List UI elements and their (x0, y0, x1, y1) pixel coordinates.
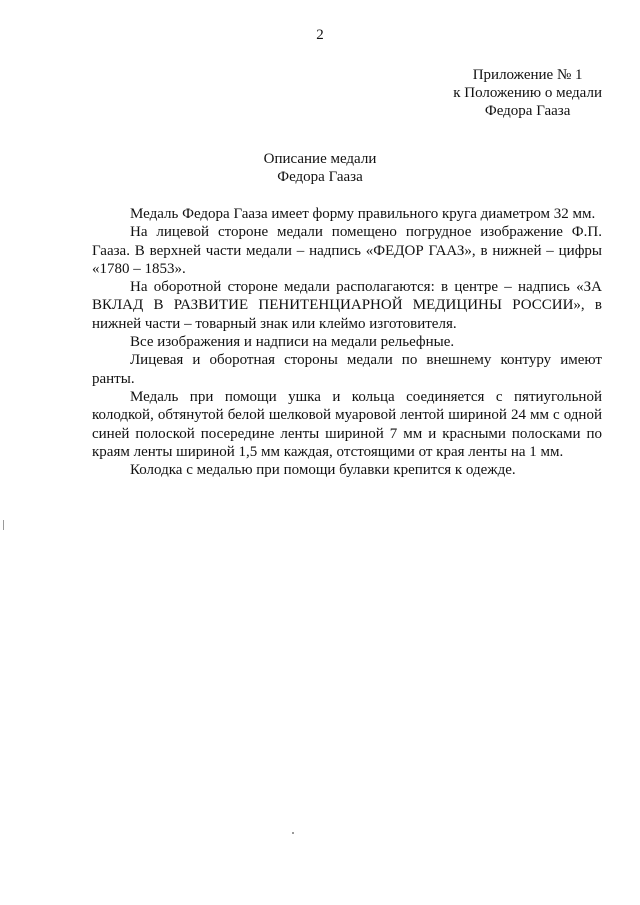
page-number: 2 (316, 27, 324, 43)
paragraph-relief: Все изображения и надписи на медали рельефные. (130, 334, 455, 351)
paragraph-rims: Лицевая и оборотная стороны медали по внешнему контуру имеют ранты. (92, 352, 602, 387)
title-line-1: Описание медали (263, 151, 377, 167)
appendix-reference (453, 66, 602, 120)
appendix-line-3: Федора Гааза (484, 103, 571, 119)
scan-artifact-left-edge (3, 520, 4, 530)
document-body (92, 205, 602, 479)
document-title (0, 150, 640, 186)
paragraph-obverse: На лицевой стороне медали помещено погрудное изображение Ф.П. Гааза. В верхней части медали – надпись «ФЕДОР ГААЗ», в нижней – цифры «1780 – 1853». (92, 224, 602, 277)
paragraph-reverse: На оборотной стороне медали располагаются: в центре – надпись «ЗА ВКЛАД В РАЗВИТИЕ ПЕНИТЕНЦИАРНОЙ МЕДИЦИНЫ РОССИИ», в нижней части – товарный знак или клеймо изготовителя. (92, 279, 602, 332)
paragraph-ribbon: Медаль при помощи ушка и кольца соединяется с пятиугольной колодкой, обтянутой белой шелковой муаровой лентой шириной 24 мм с одной синей полоской посередине ленты шириной 7 мм и красными полосками по краям ленты шириной 1,5 мм каждая, отстоящими от края ленты на 1 мм. (92, 388, 602, 460)
appendix-line-1: Приложение № 1 (472, 67, 583, 83)
paragraph-attachment: Колодка с медалью при помощи булавки крепится к одежде. (130, 462, 516, 479)
title-line-2: Федора Гааза (277, 169, 363, 185)
paragraph-shape: Медаль Федора Гааза имеет форму правильного круга диаметром 32 мм. (130, 206, 596, 222)
scan-artifact-dot (292, 832, 294, 834)
appendix-line-2: к Положению о медали (453, 85, 602, 101)
